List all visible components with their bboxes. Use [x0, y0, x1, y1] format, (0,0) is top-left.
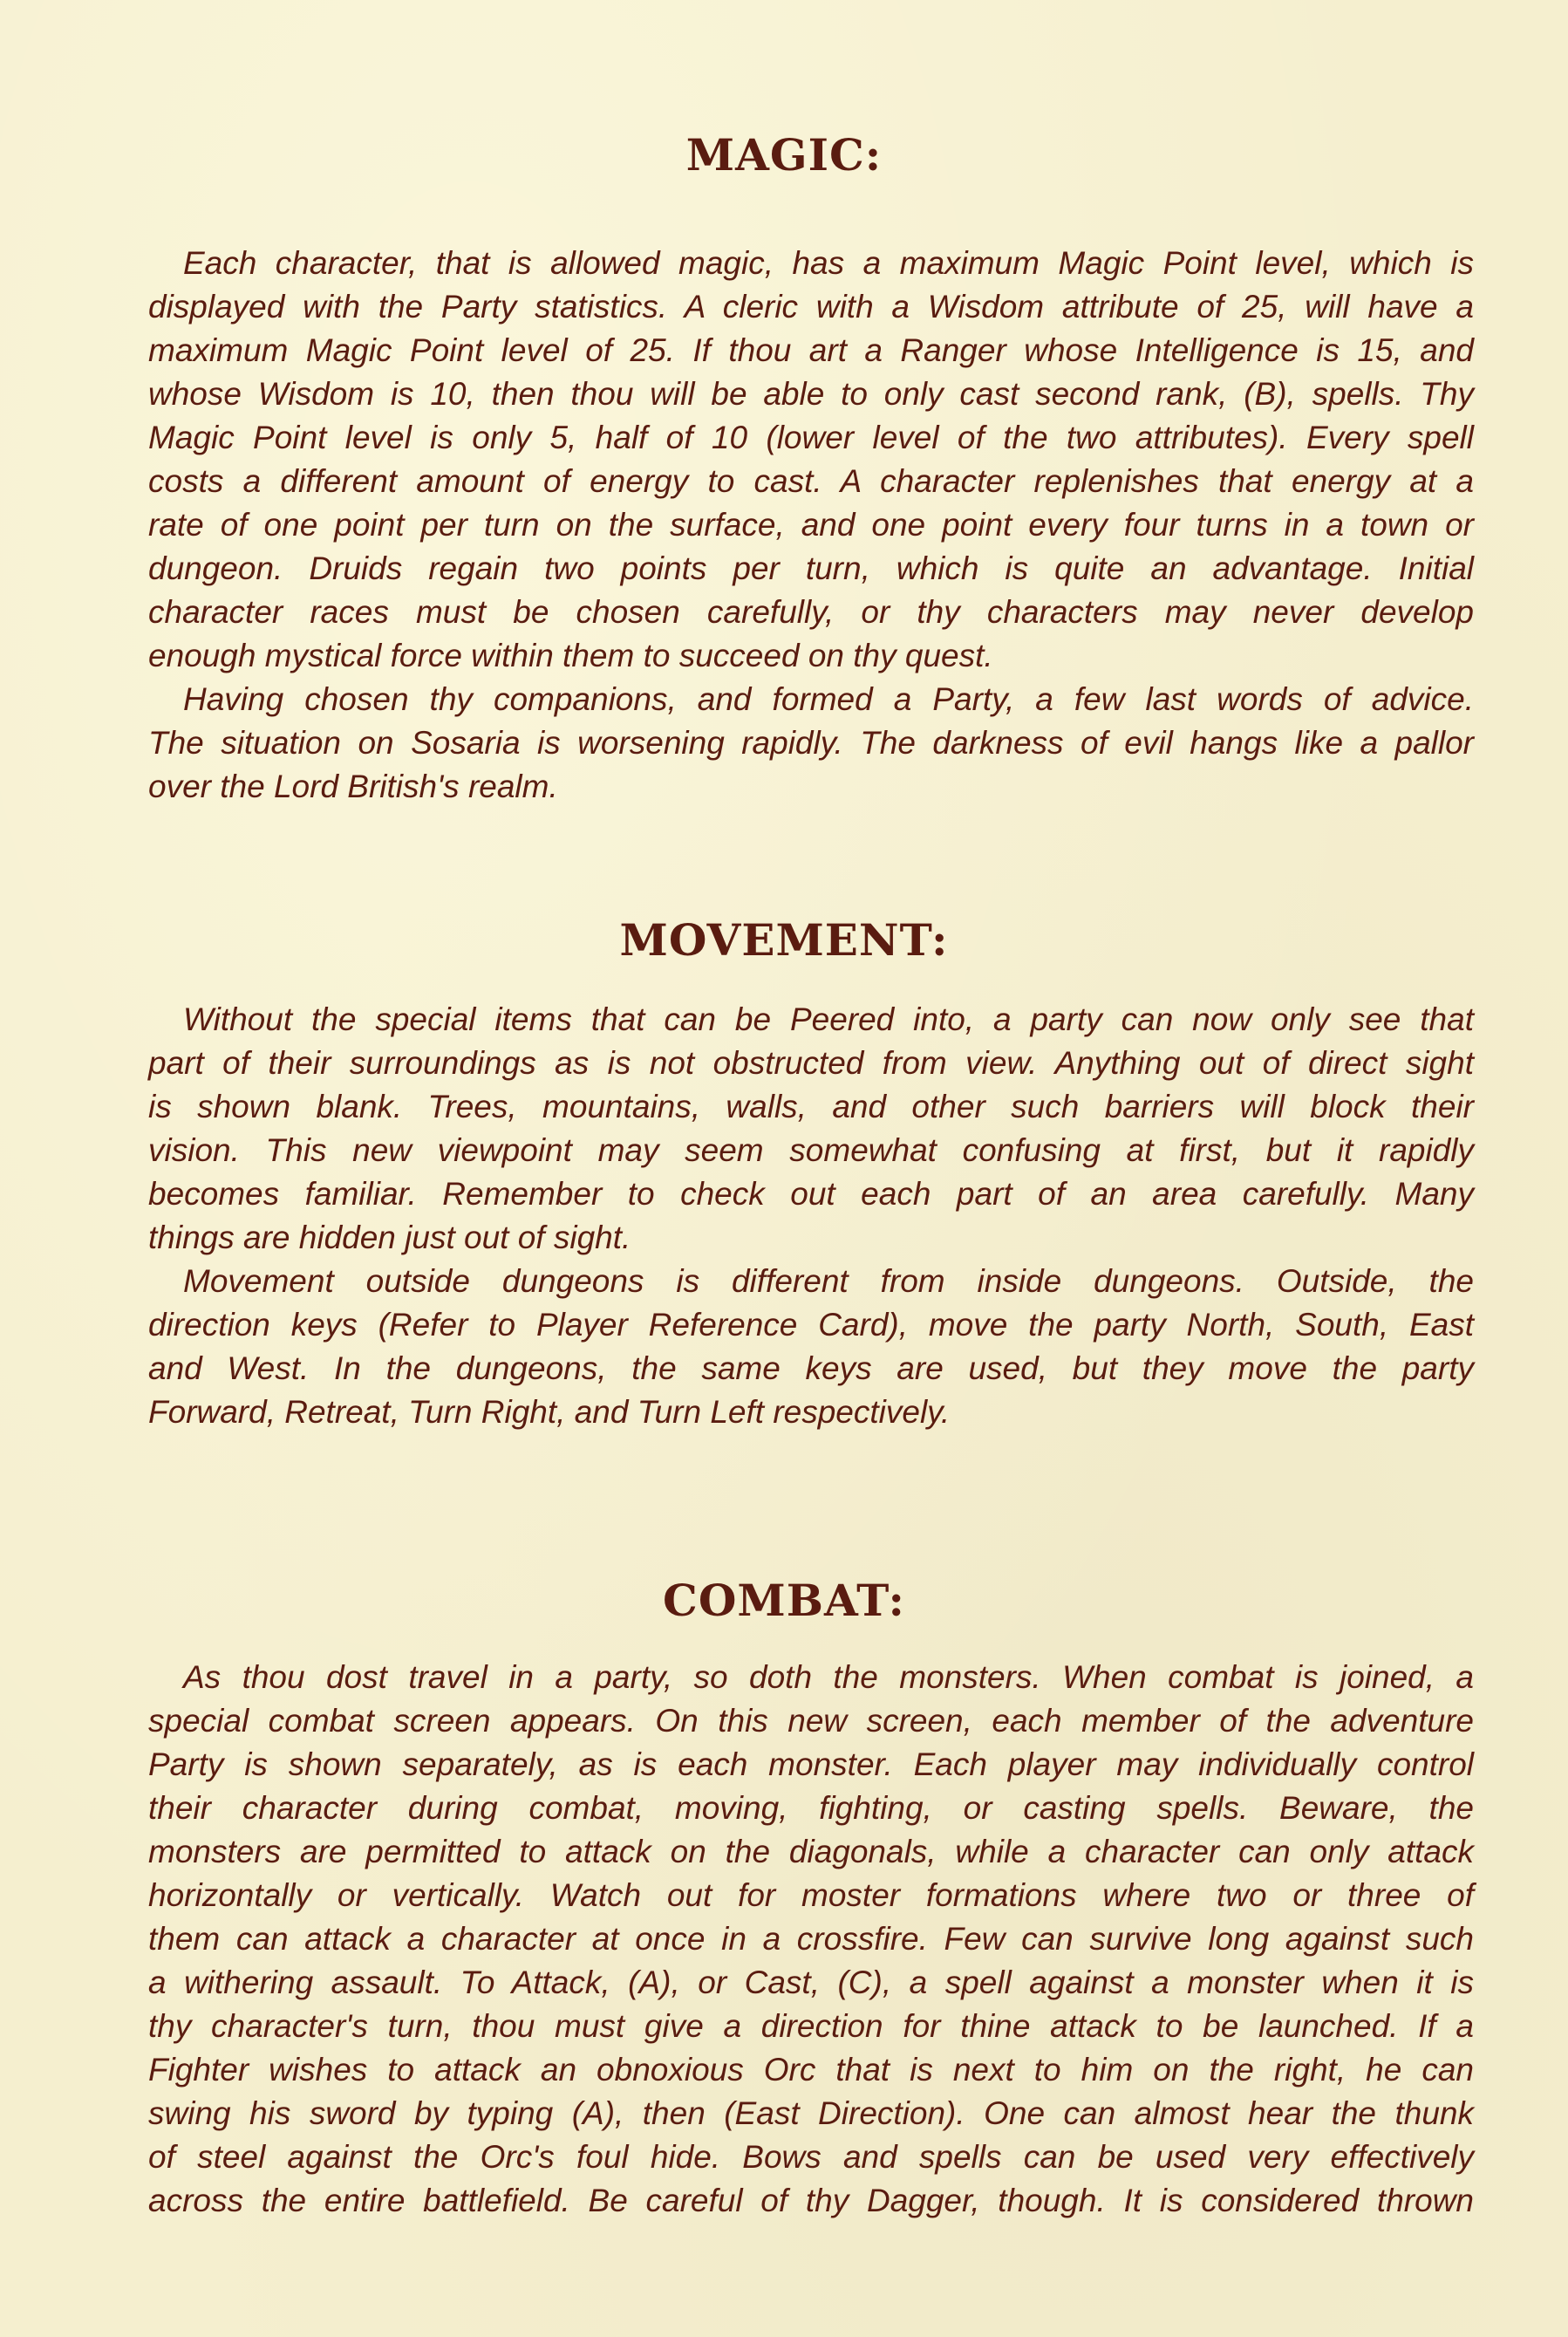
movement-line: things are hidden just out of sight. [148, 1220, 631, 1255]
magic-section [148, 242, 1474, 809]
movement-section [148, 998, 1474, 1434]
combat-line: a withering assault. To Attack, (A), or Cast, (C), a spell against a monster when it is [148, 1965, 1474, 2000]
combat-line: Party is shown separately, as is each monster. Each player may individually control [148, 1746, 1474, 1782]
magic-line: displayed with the Party statistics. A cleric with a Wisdom attribute of 25, will have a [148, 289, 1474, 325]
magic-line: character races must be chosen carefully, or thy characters may never develop [148, 594, 1474, 630]
movement-line: Forward, Retreat, Turn Right, and Turn Left respectively. [148, 1394, 951, 1430]
combat-line: swing his sword by typing (A), then (East Direction). One can almost hear the thunk [148, 2095, 1474, 2131]
combat-line: their character during combat, moving, fighting, or casting spells. Beware, the [148, 1790, 1474, 1826]
combat-line: special combat screen appears. On this new screen, each member of the adventure [148, 1703, 1474, 1739]
combat-line: of steel against the Orc's foul hide. Bows and spells can be used very effectively [148, 2139, 1474, 2175]
movement-line: and West. In the dungeons, the same keys are used, but they move the party [148, 1350, 1474, 1386]
magic-line: Each character, that is allowed magic, has a maximum Magic Point level, which is [183, 245, 1474, 281]
magic-line: whose Wisdom is 10, then thou will be able to only cast second rank, (B), spells. Thy [148, 376, 1474, 412]
movement-line: is shown blank. Trees, mountains, walls, and other such barriers will block their [148, 1089, 1474, 1124]
combat-line: them can attack a character at once in a crossfire. Few can survive long against such [148, 1921, 1474, 1957]
magic-line: The situation on Sosaria is worsening rapidly. The darkness of evil hangs like a pallor [148, 725, 1474, 761]
movement-line: direction keys (Refer to Player Reference Card), move the party North, South, East [148, 1307, 1474, 1343]
combat-section [148, 1656, 1474, 2223]
combat-line: As thou dost travel in a party, so doth the monsters. When combat is joined, a [183, 1659, 1474, 1695]
combat-line: Fighter wishes to attack an obnoxious Orc that is next to him on the right, he can [148, 2052, 1474, 2088]
magic-heading: MAGIC: [685, 129, 883, 181]
magic-line: enough mystical force within them to succeed on thy quest. [148, 638, 993, 673]
magic-line: costs a different amount of energy to cast. A character replenishes that energy at a [148, 463, 1474, 499]
movement-line: Movement outside dungeons is different from inside dungeons. Outside, the [183, 1263, 1474, 1299]
magic-line: maximum Magic Point level of 25. If thou art a Ranger whose Intelligence is 15, and [148, 332, 1474, 368]
combat-heading: COMBAT: [663, 1575, 905, 1626]
combat-line: thy character's turn, thou must give a direction for thine attack to be launched. If a [148, 2008, 1474, 2044]
movement-line: vision. This new viewpoint may seem somewhat confusing at first, but it rapidly [148, 1132, 1474, 1168]
movement-line: becomes familiar. Remember to check out each part of an area carefully. Many [148, 1176, 1474, 1212]
combat-line: across the entire battlefield. Be careful of thy Dagger, though. It is considered thrown [148, 2183, 1474, 2218]
magic-line: Magic Point level is only 5, half of 10 (lower level of the two attributes). Every spell [148, 420, 1474, 455]
movement-heading: MOVEMENT: [619, 914, 949, 966]
movement-line: Without the special items that can be Peered into, a party can now only see that [183, 1001, 1474, 1037]
magic-line: dungeon. Druids regain two points per turn, which is quite an advantage. Initial [148, 550, 1474, 586]
magic-line: Having chosen thy companions, and formed a Party, a few last words of advice. [183, 681, 1474, 717]
combat-line: horizontally or vertically. Watch out for moster formations where two or three of [148, 1877, 1474, 1913]
magic-line: rate of one point per turn on the surface, and one point every four turns in a town or [148, 507, 1474, 543]
combat-line: monsters are permitted to attack on the diagonals, while a character can only attack [148, 1834, 1474, 1869]
magic-line: over the Lord British's realm. [148, 769, 558, 804]
movement-line: part of their surroundings as is not obstructed from view. Anything out of direct sight [148, 1045, 1474, 1081]
